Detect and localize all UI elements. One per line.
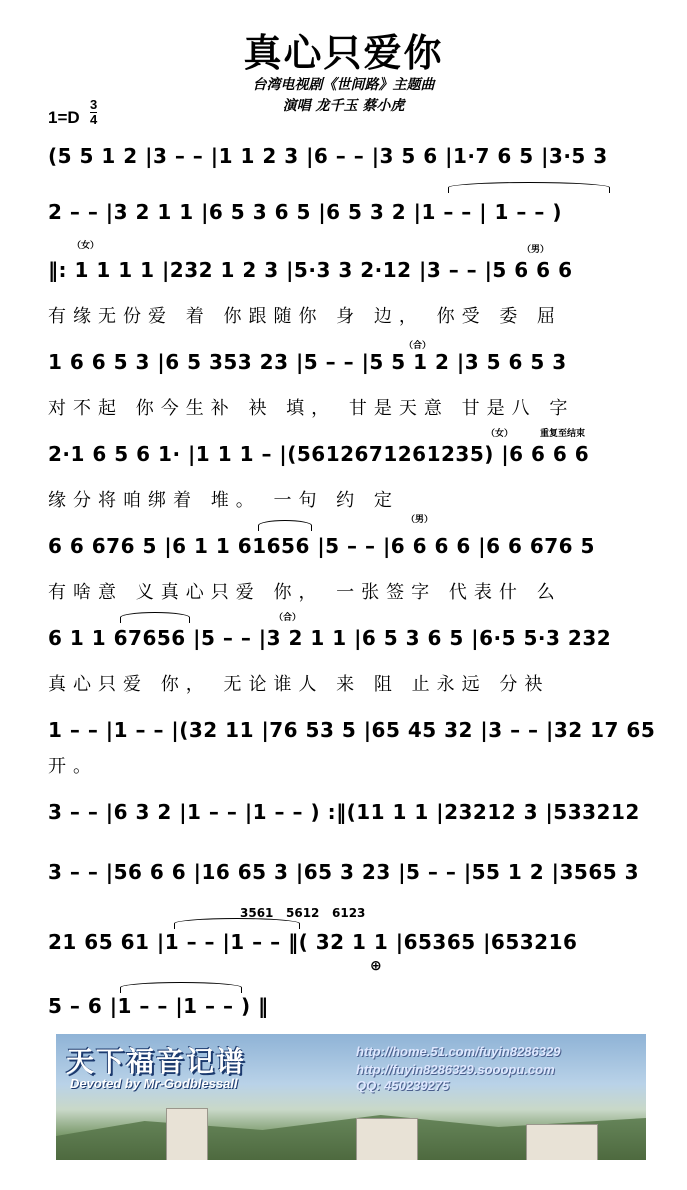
lyric-line-3: 缘分将咱绑着 堆。 一句 约 定 xyxy=(48,490,399,511)
singers: 演唱 龙千玉 蔡小虎 xyxy=(282,98,405,114)
female-mark-2: （女） xyxy=(486,429,514,439)
score-row-4 xyxy=(48,350,648,384)
score-row-6 xyxy=(48,534,648,568)
together-mark: （合） xyxy=(404,341,432,351)
slur-4 xyxy=(174,918,300,929)
lyric-line-4: 有啥意 义真心只爱 你， 一张签字 代表什 么 xyxy=(48,582,562,603)
coda-icon: ⊕ xyxy=(370,958,382,974)
time-top: 3 xyxy=(90,97,98,112)
slur-5 xyxy=(120,982,242,993)
coda-seg-3: 6123 xyxy=(332,906,366,920)
time-signature xyxy=(90,98,97,127)
key-signature: 1=D xyxy=(48,108,80,127)
score-row-5 xyxy=(48,442,648,476)
score-row-3 xyxy=(48,258,648,292)
notes: 1 – – |1 – – |(32 11 |76 53 5 |65 45 32 |3 – – |32 17 65 xyxy=(48,718,656,742)
notes: ‖: 1 1 1 1 |232 1 2 3 |5·3 3 2·12 |3 – – |5 6 6 6 xyxy=(48,258,573,282)
lyric-line-6: 开。 xyxy=(48,756,98,777)
notes: 6 6 676 5 |6 1 1 61656 |5 – – |6 6 6 6 |6 6 676 5 xyxy=(48,534,595,558)
banner-logo: 天下福音记谱 xyxy=(66,1045,247,1078)
lyric-line-5: 真心只爱 你， 无论谁人 来 阻 止永远 分袂 xyxy=(48,674,550,695)
slur-2 xyxy=(258,520,312,531)
slur-3 xyxy=(120,612,190,623)
banner-devoted: Devoted by Mr-Godblessall xyxy=(70,1076,238,1091)
score-row-7 xyxy=(48,626,648,660)
banner-url-1: http://home.51.com/fuyin8286329 xyxy=(356,1044,561,1059)
building xyxy=(526,1124,598,1160)
score-row-9 xyxy=(48,800,648,834)
score-row-11 xyxy=(48,930,648,964)
notes: 2 – – |3 2 1 1 |6 5 3 6 5 |6 5 3 2 |1 – – | 1 – – ) xyxy=(48,200,562,224)
page-title: 真心只爱你 xyxy=(243,31,444,75)
banner-url-2: http://fuyin8286329.sooopu.com xyxy=(356,1062,555,1077)
notes: 21 65 61 |1 – – |1 – – ‖( 32 1 1 |65365 |653216 xyxy=(48,930,578,954)
notes: 5 – 6 |1 – – |1 – – ) ‖ xyxy=(48,994,269,1018)
coda-seg-2: 5612 xyxy=(286,906,320,920)
banner-image xyxy=(56,1034,646,1160)
banner-qq: QQ: 450239275 xyxy=(356,1078,450,1093)
score-row-1 xyxy=(48,144,648,178)
building xyxy=(166,1108,208,1160)
notes: 1 6 6 5 3 |6 5 353 23 |5 – – |5 5 1 2 |3 5 6 5 3 xyxy=(48,350,567,374)
score-row-10 xyxy=(48,860,648,894)
score-row-8 xyxy=(48,718,656,752)
male-mark: （男） xyxy=(522,245,550,255)
notes: 2·1 6 5 6 1· |1 1 1 – |(5612671261235) |6 6 6 6 xyxy=(48,442,590,466)
score-row-2 xyxy=(48,200,648,234)
notes: 6 1 1 67656 |5 – – |3 2 1 1 |6 5 3 6 5 |6·5 5·3 232 xyxy=(48,626,612,650)
notes: (5 5 1 2 |3 – – |1 1 2 3 |6 – – |3 5 6 |1·7 6 5 |3·5 3 xyxy=(48,144,608,168)
slur-1 xyxy=(448,182,610,193)
together-mark-2: （合） xyxy=(274,613,302,623)
building xyxy=(356,1118,418,1160)
lyric-line-1: 有缘无份爱 着 你跟随你 身 边， 你受 委 屈 xyxy=(48,306,563,327)
score-row-12 xyxy=(48,994,648,1028)
time-bottom: 4 xyxy=(90,112,98,127)
repeat-note: 重复至结束 xyxy=(540,429,586,439)
notes: 3 – – |6 3 2 |1 – – |1 – – ) :‖(11 1 1 |23212 3 |533212 xyxy=(48,800,640,824)
female-mark: （女） xyxy=(72,241,100,251)
notes: 3 – – |56 6 6 |16 65 3 |65 3 23 |5 – – |55 1 2 |3565 3 xyxy=(48,860,640,884)
coda-seg-1: 3561 xyxy=(240,906,274,920)
subtitle: 台湾电视剧《世间路》主题曲 xyxy=(252,77,435,93)
male-mark-2: （男） xyxy=(406,515,434,525)
lyric-line-2: 对不起 你今生补 袂 填， 甘是天意 甘是八 字 xyxy=(48,398,575,419)
